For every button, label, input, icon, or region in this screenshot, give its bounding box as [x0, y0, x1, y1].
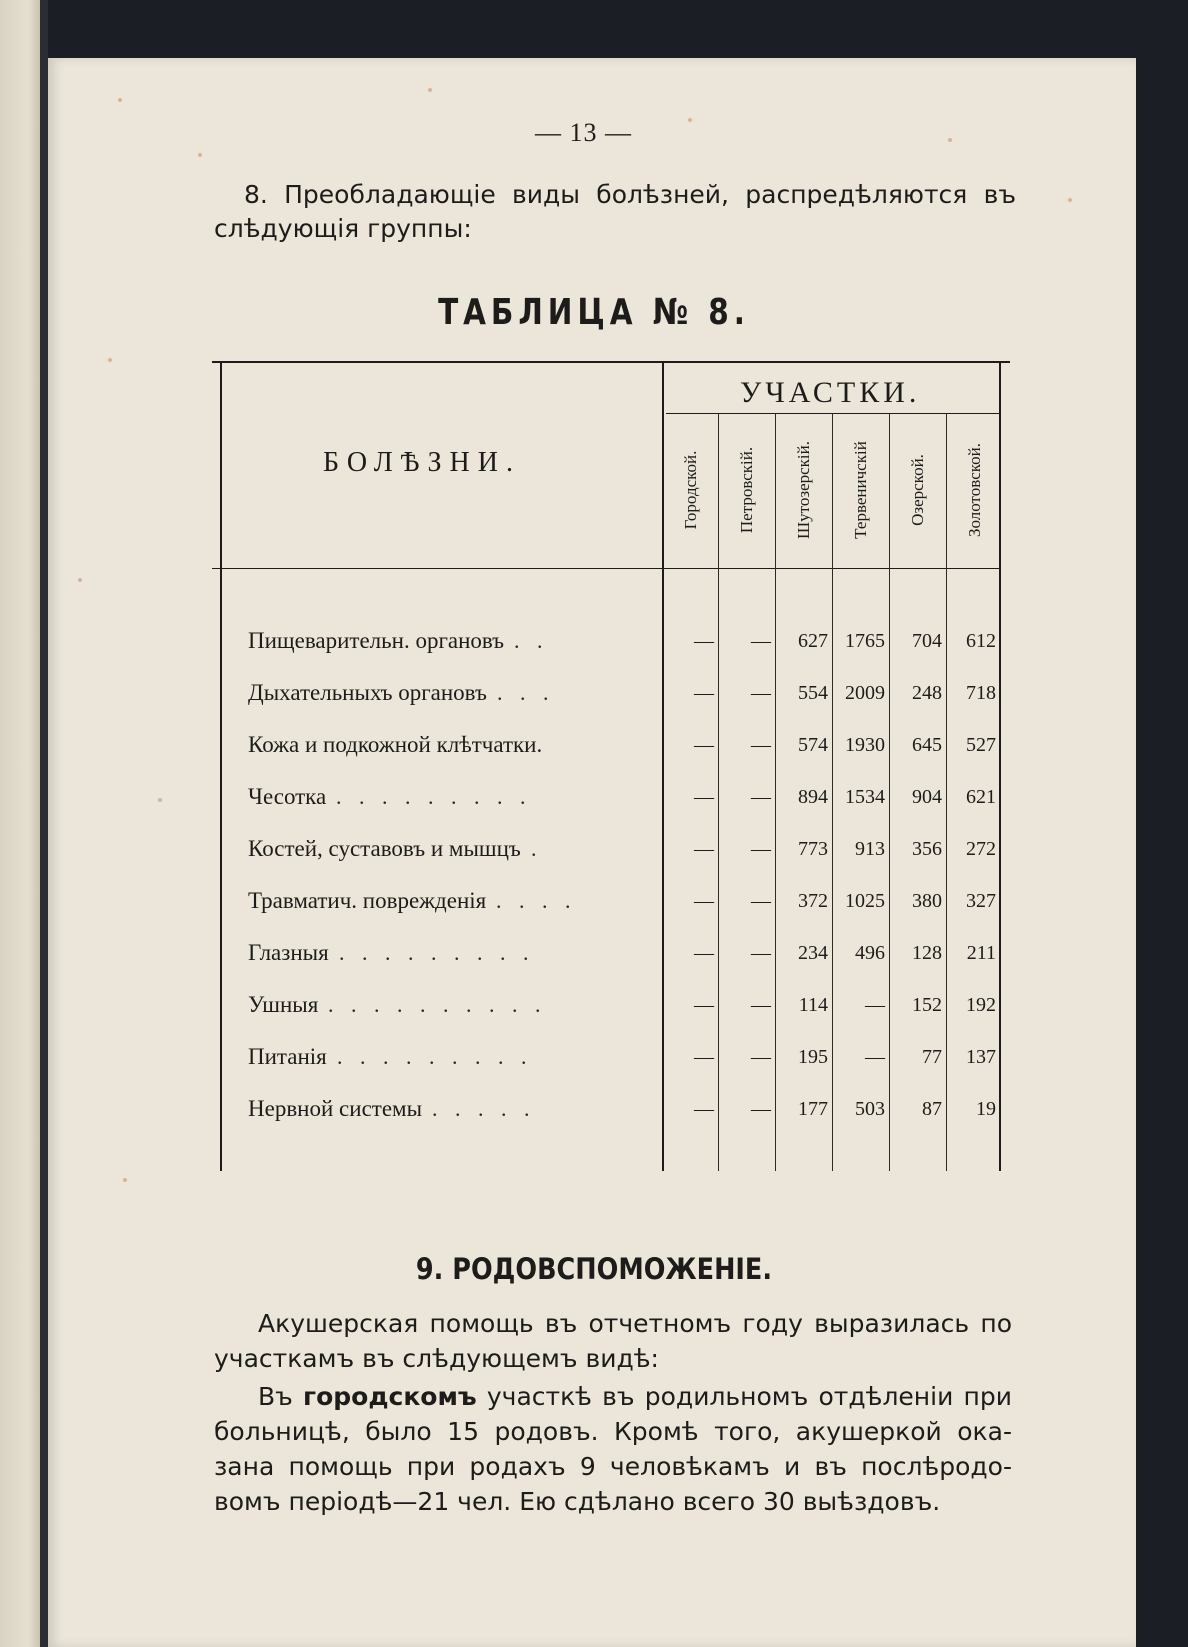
column-header-label: Городской. [681, 450, 700, 530]
intro-line-2: слѣдующія группы: [214, 214, 472, 243]
paragraph-2-line-1 [214, 1379, 1012, 1414]
intro-paragraph [214, 178, 1016, 246]
group-header-rule [666, 413, 1000, 414]
table-cell: 503 [855, 1098, 885, 1120]
table-cell: 704 [912, 630, 942, 652]
table-cell: — [751, 630, 771, 652]
table-cell: 137 [966, 1046, 996, 1068]
table-cell: — [751, 994, 771, 1016]
table-cell: 496 [855, 942, 885, 964]
column-header [775, 420, 833, 560]
table-cell: 718 [966, 682, 996, 704]
row-leader-dots: . . . . . . . . . . [328, 992, 547, 1017]
page-number: — 13 — [535, 118, 632, 147]
paragraph-2 [214, 1379, 1012, 1519]
column-header [889, 420, 947, 560]
table-cell: 87 [922, 1098, 942, 1120]
table-row [0, 888, 1188, 928]
row-label: Костей, суставовъ и мышцъ [248, 836, 521, 861]
table-cell: 77 [922, 1046, 942, 1068]
table-cell: 114 [798, 994, 828, 1016]
table-cell: — [694, 734, 714, 756]
row-label: Нервной системы [248, 1096, 423, 1121]
table-cell: — [751, 942, 771, 964]
paragraph-2-line-1-rest: участкѣ въ родильномъ отдѣленіи при [476, 1382, 1012, 1411]
table-cell: — [751, 1046, 771, 1068]
paragraph-1-line-2: участкамъ въ слѣдующемъ видѣ: [214, 1344, 659, 1373]
table-cell: 2009 [845, 682, 885, 704]
row-label: Пищеварительн. органовъ [248, 628, 505, 653]
table-cell: 211 [966, 942, 996, 964]
table-cell: 19 [976, 1098, 996, 1120]
table-row [0, 628, 1188, 668]
table-cell: — [751, 1098, 771, 1120]
paragraph-2-line-4: вомъ періодѣ—21 чел. Ею сдѣлано всего 30 выѣздовъ. [214, 1487, 941, 1516]
column-header-label: Шутозерскій. [794, 441, 813, 539]
paragraph-2-bold-word: городскомъ [303, 1382, 477, 1411]
table-cell: — [694, 942, 714, 964]
table-cell: 645 [912, 734, 942, 756]
table-cell: 913 [855, 838, 885, 860]
row-label: Глазныя [248, 940, 329, 965]
column-header-label: Золотовской. [965, 443, 984, 537]
table-cell: 1765 [845, 630, 885, 652]
row-label: Кожа и подкожной клѣтчатки. [248, 732, 543, 757]
row-leader-dots: . . . . . . . . . [337, 1044, 533, 1069]
table-cell: — [865, 994, 885, 1016]
intro-line-1: 8. Преобладающіе виды болѣзней, распредѣляются въ [244, 180, 1016, 209]
table-cell: 248 [912, 682, 942, 704]
table-cell: 192 [966, 994, 996, 1016]
districts-header: УЧАСТКИ. [740, 376, 921, 409]
table-cell: 1025 [845, 890, 885, 912]
table-cell: — [694, 786, 714, 808]
row-leader-dots: . . . . [496, 888, 577, 913]
table-cell: — [694, 994, 714, 1016]
table-cell: 177 [798, 1098, 828, 1120]
table-cell: 272 [966, 838, 996, 860]
paragraph-2-line-2: больницѣ, было 15 родовъ. Кромѣ того, акушеркой ока- [214, 1417, 1012, 1446]
row-leader-dots: . . . . . . . . . [336, 784, 532, 809]
table-cell: 904 [912, 786, 942, 808]
row-label: Чесотка [248, 784, 327, 809]
table-cell: 554 [798, 682, 828, 704]
table-row [0, 784, 1188, 824]
row-label: Питанія [248, 1044, 327, 1069]
row-label: Дыхательныхъ органовъ [248, 680, 487, 705]
table-cell: 527 [966, 734, 996, 756]
table-cell: 574 [798, 734, 828, 756]
row-leader-dots: . . [514, 628, 549, 653]
column-header-label: Озерской. [908, 454, 927, 526]
paragraph-1 [214, 1306, 1012, 1376]
row-leader-dots: . . . [497, 680, 555, 705]
table-cell: — [694, 838, 714, 860]
table-cell: — [751, 890, 771, 912]
table-cell: — [694, 1046, 714, 1068]
row-label: Ушныя [248, 992, 319, 1017]
table-cell: — [694, 1098, 714, 1120]
table-cell: — [751, 786, 771, 808]
table-cell: 380 [912, 890, 942, 912]
table-cell: — [865, 1046, 885, 1068]
table-row [0, 1044, 1188, 1084]
column-header [718, 420, 776, 560]
section-heading: 9. РОДОВСПОМОЖЕНІЕ. [415, 1252, 773, 1286]
table-cell: 773 [798, 838, 828, 860]
table-row [0, 836, 1188, 876]
column-header-label: Тервеничскій [851, 441, 870, 539]
table-row [0, 992, 1188, 1032]
header-bottom-rule [212, 568, 1000, 569]
table-cell: 1930 [845, 734, 885, 756]
row-label: Травматич. поврежденія [248, 888, 487, 913]
table-cell: 152 [912, 994, 942, 1016]
table-cell: 356 [912, 838, 942, 860]
table-cell: 327 [966, 890, 996, 912]
table-cell: 627 [798, 630, 828, 652]
table-row [0, 1096, 1188, 1136]
paragraph-1-line-1: Акушерская помощь въ отчетномъ году выразилась по [258, 1309, 1012, 1338]
paragraph-2-line-3: зана помощь при родахъ 9 человѣкамъ и въ послѣродо- [214, 1452, 1012, 1481]
column-header-label: Петровскій. [737, 446, 756, 534]
table-cell: 894 [798, 786, 828, 808]
column-header [662, 420, 720, 560]
table-cell: 128 [912, 942, 942, 964]
row-leader-dots: . . . . . . . . . [339, 940, 535, 965]
table-row [0, 940, 1188, 980]
table-cell: — [751, 838, 771, 860]
table-cell: — [694, 630, 714, 652]
row-leader-dots: . [531, 836, 543, 861]
table-row [0, 732, 1188, 772]
table-cell: 234 [798, 942, 828, 964]
paragraph-2-lead: Въ [258, 1382, 304, 1411]
column-header [946, 420, 1004, 560]
table-title: ТАБЛИЦА № 8. [438, 292, 750, 333]
table-top-rule [212, 361, 1010, 363]
column-header [832, 420, 890, 560]
table-cell: 372 [798, 890, 828, 912]
table-cell: 1534 [845, 786, 885, 808]
table-row [0, 680, 1188, 720]
table-cell: — [751, 734, 771, 756]
table-cell: — [751, 682, 771, 704]
table-cell: — [694, 890, 714, 912]
row-leader-dots: . . . . . [432, 1096, 536, 1121]
table-cell: 195 [798, 1046, 828, 1068]
table-cell: 621 [966, 786, 996, 808]
table-cell: — [694, 682, 714, 704]
diseases-header: БОЛѢЗНИ. [323, 447, 521, 478]
table-cell: 612 [966, 630, 996, 652]
